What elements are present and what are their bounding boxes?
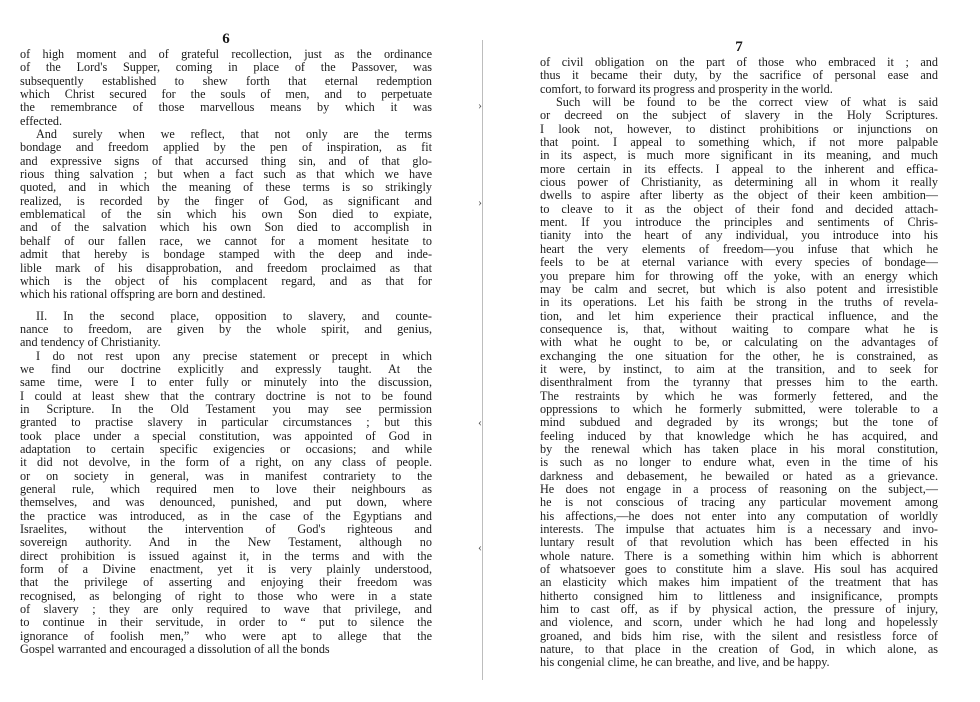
text-line: Such will be found to be the correct view of what is said (556, 95, 938, 110)
text-line: of slavery ; they are only required to wave that privilege, and (20, 602, 432, 617)
text-line: exchanging the one situation for the other, he is constrained, as (540, 348, 938, 363)
text-line: he is not conscious of tracing any particular movement among (540, 495, 938, 510)
text-line: which is the object of his complacent regard, and as that for (20, 273, 432, 288)
text-line: feels to be at eternal variance with every species of bondage— (540, 255, 938, 270)
page-number-left: 6 (222, 31, 230, 47)
gutter-mark: › (478, 195, 482, 209)
text-line: rious thing salvation ; but when a fact such as that which we have (20, 167, 432, 182)
text-line: The restraints by which he was formerly fettered, and the (540, 388, 938, 403)
paragraph (540, 56, 938, 96)
text-line: comfort, to forward its progress and prosperity in the world. (540, 81, 833, 96)
gutter-mark: ‹ (478, 415, 482, 429)
text-line: darkness and debasement, he bewailed or hated as a grievance. (540, 468, 938, 483)
text-line: whole nature. There is a something within him which is abhorrent (540, 548, 938, 563)
text-line: same time, were I to enter fully or minutely into the discussion, (20, 375, 432, 390)
text-line: to cleave to it as the object of their fond and decided attach- (540, 201, 938, 216)
paragraph (540, 96, 938, 670)
text-line: it did not devolve, in the form of a right, on any class of people. (20, 455, 432, 470)
text-line: adaptation to certain specific exigencies or occasions; and while (20, 441, 432, 456)
text-line: thus it became their duty, by the sacrifice of personal ease and (540, 68, 938, 83)
text-line: I could at least shew that the contrary doctrine is not to be found (20, 388, 432, 403)
text-line: which Christ secured for the souls of men, and to perpetuate (20, 87, 432, 102)
text-line: behalf of our fallen race, we cannot for a moment hesitate to (20, 233, 432, 248)
text-line: which his rational offspring are born and destined. (20, 287, 266, 302)
text-line: in its operations. Let his faith be strong in the truths of revela- (540, 295, 938, 310)
text-line: He does not engage in a process of reasoning on the subject,— (540, 482, 938, 496)
text-line: mind subdued and degraded by its wrongs; but the tone of (540, 415, 938, 430)
gutter-fold-line (482, 40, 483, 680)
text-line: tion, and let him experience their practical influence, and the (540, 308, 938, 323)
book-gutter (478, 40, 486, 680)
text-line: his congenial clime, he can breathe, and live, and be happy. (540, 655, 830, 670)
text-line: consequence is, that, without waiting to compare what he is (540, 321, 938, 336)
text-line: of whatsoever goes to constitute him a slave. His soul has acquired (540, 562, 938, 577)
text-line: I do not rest upon any precise statement or precept in which (36, 348, 432, 363)
text-line: recognised, as belonging of right to those who were in a state (20, 588, 432, 603)
text-line: tianity into the heart of any individual, you introduce into his (540, 228, 938, 243)
gutter-mark: ‹ (478, 540, 482, 554)
text-line: is such as no longer to endure what, even in the time of his (540, 455, 938, 470)
text-line: heart the very elements of freedom—you infuse that which he (540, 241, 938, 256)
text-line: II. In the second place, opposition to slavery, and counte- (36, 308, 432, 323)
gutter-mark: › (478, 98, 482, 112)
paragraph (20, 350, 432, 657)
text-line: ignorance of foolish men,” who were apt to allege that the (20, 628, 432, 643)
text-line: you prepare him for throwing off the yoke, with an energy which (540, 268, 938, 283)
text-line: more certain in its effects. I appeal to the inherent and effica- (540, 161, 938, 176)
text-line: nance to freedom, are given by the whole spirit, and genius, (20, 321, 432, 336)
text-line: interests. The impulse that actuates him is a necessary and invo- (540, 522, 938, 537)
text-line: and expressive signs of that accursed thing sin, and of that glo- (20, 153, 432, 168)
text-line: may be calm and secret, but which is also potent and irresistible (540, 281, 938, 296)
text-line: luntary result of that revolution which has been effected in his (540, 535, 938, 550)
text-line: to continue in their servitude, in order to “ put to silence the (20, 615, 432, 630)
text-line: nature, to that place in the creation of God, in which alone, as (540, 642, 938, 657)
text-line: lible mark of his disapprobation, and freedom proclaimed as that (20, 260, 432, 275)
text-line: dwells to aspire after liberty as the object of their keen ambition— (540, 188, 938, 203)
text-line: and tendency of Christianity. (20, 335, 161, 350)
text-line: And surely when we reflect, that not only are the terms (36, 127, 432, 142)
text-line: realized, is recorded by the finger of God, as significant and (20, 193, 432, 208)
text-line: of civil obligation on the part of those who embraced it ; and (540, 55, 938, 69)
text-line: bondage and freedom applied by the pen of inspiration, as fit (20, 140, 432, 155)
text-line: the remembrance of those marvellous means by which it was (20, 100, 432, 115)
paragraph (20, 310, 432, 350)
text-line: effected. (20, 113, 63, 128)
text-line: cious power of Christianity, as determining all in whom it really (540, 175, 938, 190)
text-line: direct prohibition is issued against it, in the terms and with the (20, 548, 432, 563)
text-line: oppressions to which he formerly submitted, were tolerable to a (540, 401, 938, 416)
text-line: his affections,—he does not enter into any computation of worldly (540, 508, 938, 523)
text-line: him to cast off, as if by physical action, the pressure of injury, (540, 602, 938, 617)
text-line: and violence, and scorn, under which he had long and hopelessly (540, 615, 938, 630)
text-line: or on society in general, was in manifest contrariety to the (20, 468, 432, 483)
text-line: subsequently established to shew forth that eternal redemption (20, 73, 432, 88)
text-line: took place under a special constitution, was appointed of God in (20, 428, 432, 443)
text-line: feeling induced by that knowledge which he has acquired, and (540, 428, 938, 443)
text-line: an elasticity which makes him impatient of the treatment that has (540, 575, 938, 590)
text-line: I look not, however, to distinct prohibitions or injunctions on (540, 121, 938, 136)
text-line: form of a Divine enactment, yet it is very plainly understood, (20, 562, 432, 577)
text-line: quoted, and in which the meaning of these terms is so strikingly (20, 180, 432, 195)
paragraph (20, 48, 432, 128)
text-line: and of the salvation which his own Son died to accomplish in (20, 220, 432, 235)
text-line: themselves, and was denounced, punished, and put down, where (20, 495, 432, 510)
text-line: that point. I appeal to something which, if not more palpable (540, 135, 938, 150)
text-line: the practice was introduced, as in the case of the Egyptians and (20, 508, 432, 523)
text-line: ment. If you introduce the principles and sentiments of Chris- (540, 215, 938, 230)
text-line: disenthralment from the tyranny that presses him to the earth. (540, 375, 938, 390)
text-line: in its aspect, is much more significant in its meaning, and much (540, 148, 938, 163)
text-line: of the Lord's Supper, coming in place of the Passover, was (20, 60, 432, 75)
text-line: granted to practise slavery in particular circumstances ; but this (20, 415, 432, 430)
text-line: by the renewal which has taken place in his moral constitution, (540, 441, 938, 456)
text-line: with what he ought to be, or calculating on the advantages of (540, 335, 938, 350)
text-line: of high moment and of grateful recollection, just as the ordinance (20, 47, 432, 61)
text-line: groaned, and bids him rise, with the silent and resistless force of (540, 628, 938, 643)
left-page (20, 0, 432, 656)
paragraph (20, 128, 432, 301)
page-number-right: 7 (735, 39, 743, 55)
text-line: Israelites, without the intervention of God's righteous and (20, 522, 432, 537)
left-page-body (20, 48, 432, 656)
text-line: that the privilege of asserting and enjoying their freedom was (20, 575, 432, 590)
text-line: admit that hereby is bondage stamped with the deep and inde- (20, 247, 432, 262)
text-line: Gospel warranted and encouraged a dissolution of all the bonds (20, 642, 330, 657)
text-line: we find our doctrine explicitly and expressly taught. At the (20, 361, 432, 376)
text-line: emblematical of the sin which his own Son died to expiate, (20, 207, 432, 222)
text-line: sovereign authority. And in the New Testament, although no (20, 535, 432, 550)
text-line: hitherto consigned him to littleness and insignificance, prompts (540, 588, 938, 603)
right-page-body (540, 56, 938, 670)
text-line: it were, by instinct, to aim at the transition, and to seek for (540, 361, 938, 376)
right-page (540, 0, 938, 670)
text-line: or decreed on the subject of slavery in the Holy Scriptures. (540, 108, 938, 123)
text-line: general rule, which required men to love their neighbours as (20, 482, 432, 496)
text-line: in Scripture. In the Old Testament you may see permission (20, 401, 432, 416)
